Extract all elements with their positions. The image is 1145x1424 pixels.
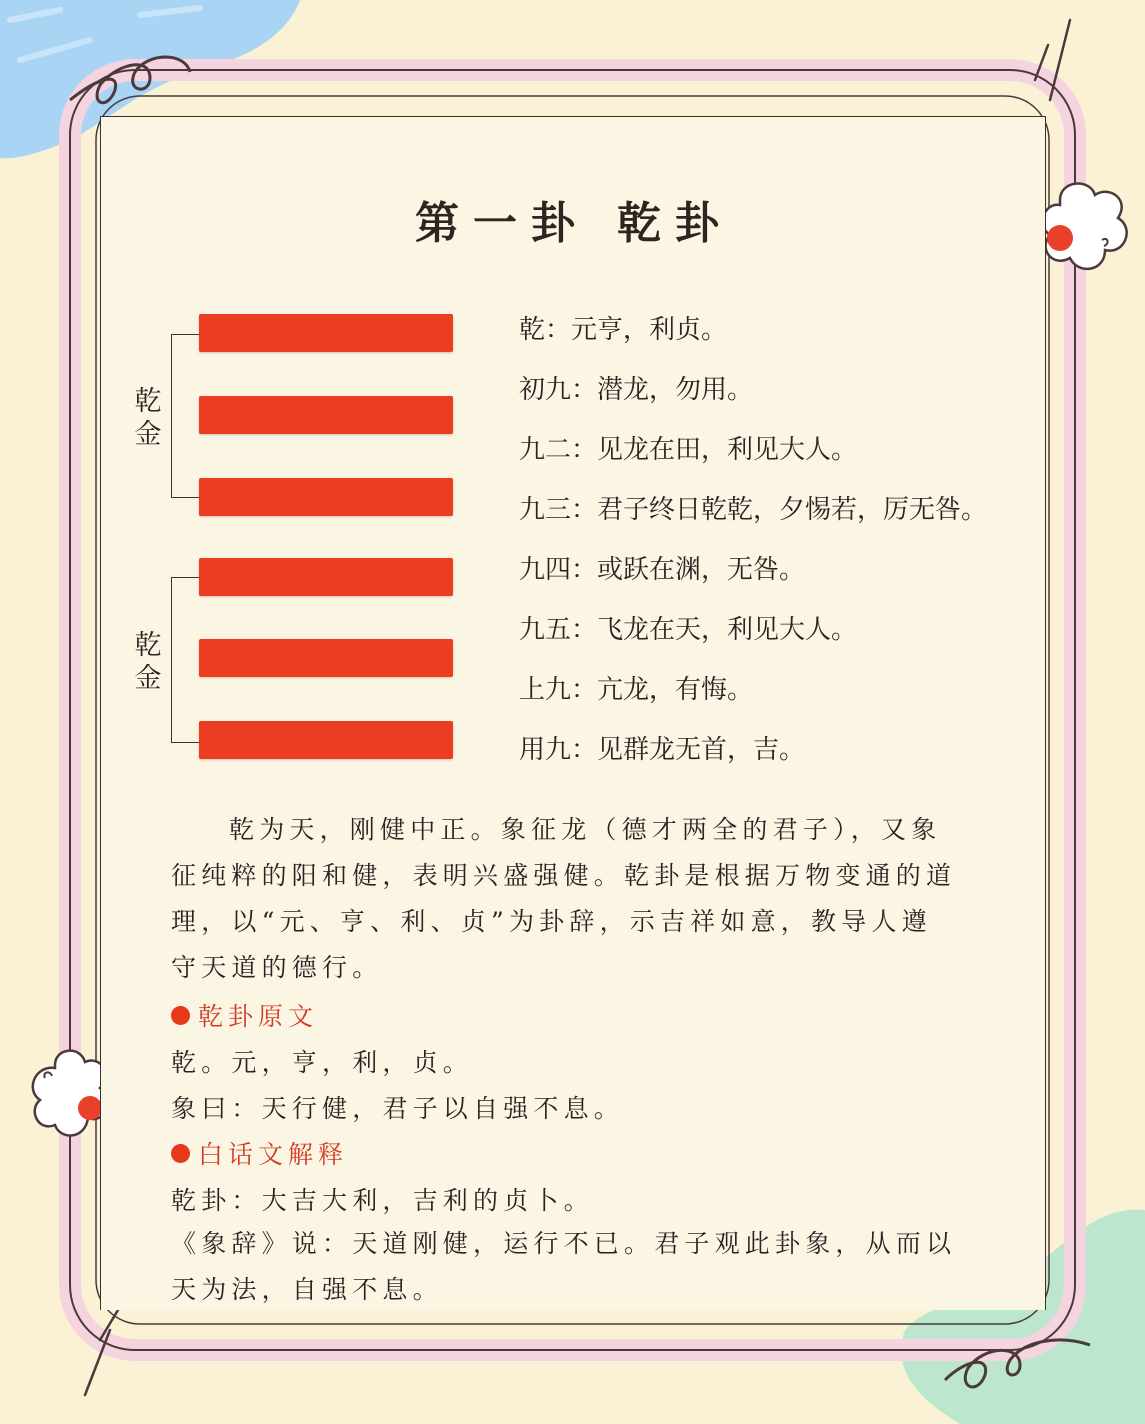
section-heading-vernacular: 白话文解释 [171,1135,348,1171]
upper-trigram-label: 乾 金 [134,386,162,450]
title-hexagram-number: 第一卦 [415,198,589,249]
vernacular-text-line-1: 乾卦：大吉大利，吉利的贞卜。 [171,1186,594,1215]
vernacular-paragraph [171,1221,981,1310]
vernacular-paragraph-line-2: 天为法，自强不息。 [171,1275,443,1304]
vernacular-paragraph-line-1: 《象辞》说：天道刚健，运行不已。君子观此卦象，从而以 [171,1229,957,1258]
intro-line-1: 乾为天，刚健中正。象征龙（德才两全的君子），又象 [229,815,942,844]
line-text-jiuwu: 九五：飞龙在天，利见大人。 [519,615,858,645]
line-text-judgment: 乾：元亨，利贞。 [519,315,728,345]
intro-line-3: 理，以“元、亨、利、贞”为卦辞，示吉祥如意，教导人遵 [171,907,932,936]
line-text-chujiu: 初九：潜龙，勿用。 [519,375,754,405]
yang-line-5 [199,639,453,677]
line-text-jiusi: 九四：或跃在渊，无咎。 [519,555,806,585]
red-bullet-icon [171,1144,190,1163]
yang-line-3 [199,478,453,516]
yang-line-6 [199,721,453,759]
intro-line-4: 守天道的德行。 [171,953,383,982]
flower-doodle-right [1043,184,1127,269]
line-text-shangjiu: 上九：亢龙，有悔。 [519,675,754,705]
line-text-jiuer: 九二：见龙在田，利见大人。 [519,435,858,465]
original-text-line-1: 乾。元，亨，利，贞。 [171,1048,474,1077]
yang-line-4 [199,558,453,596]
lower-trigram-bracket [171,577,199,743]
lower-trigram-label: 乾 金 [134,630,162,694]
original-text-line-2: 象曰：天行健，君子以自强不息。 [171,1094,625,1123]
line-text-jiusan: 九三：君子终日乾乾，夕惕若，厉无咎。 [519,495,988,525]
red-bullet-icon [171,1006,190,1025]
upper-trigram-bracket [171,334,199,498]
intro-line-2: 征纯粹的阳和健，表明兴盛强健。乾卦是根据万物变通的道 [171,861,957,890]
section-heading-original: 乾卦原文 [171,997,318,1033]
yang-line-2 [199,396,453,434]
page-title [101,187,1046,251]
line-text-yongjiu: 用九：见群龙无首，吉。 [519,735,806,765]
yang-line-1 [199,314,453,352]
title-hexagram-name: 乾卦 [617,198,733,249]
intro-paragraph [171,807,981,991]
content-card [100,116,1046,1310]
